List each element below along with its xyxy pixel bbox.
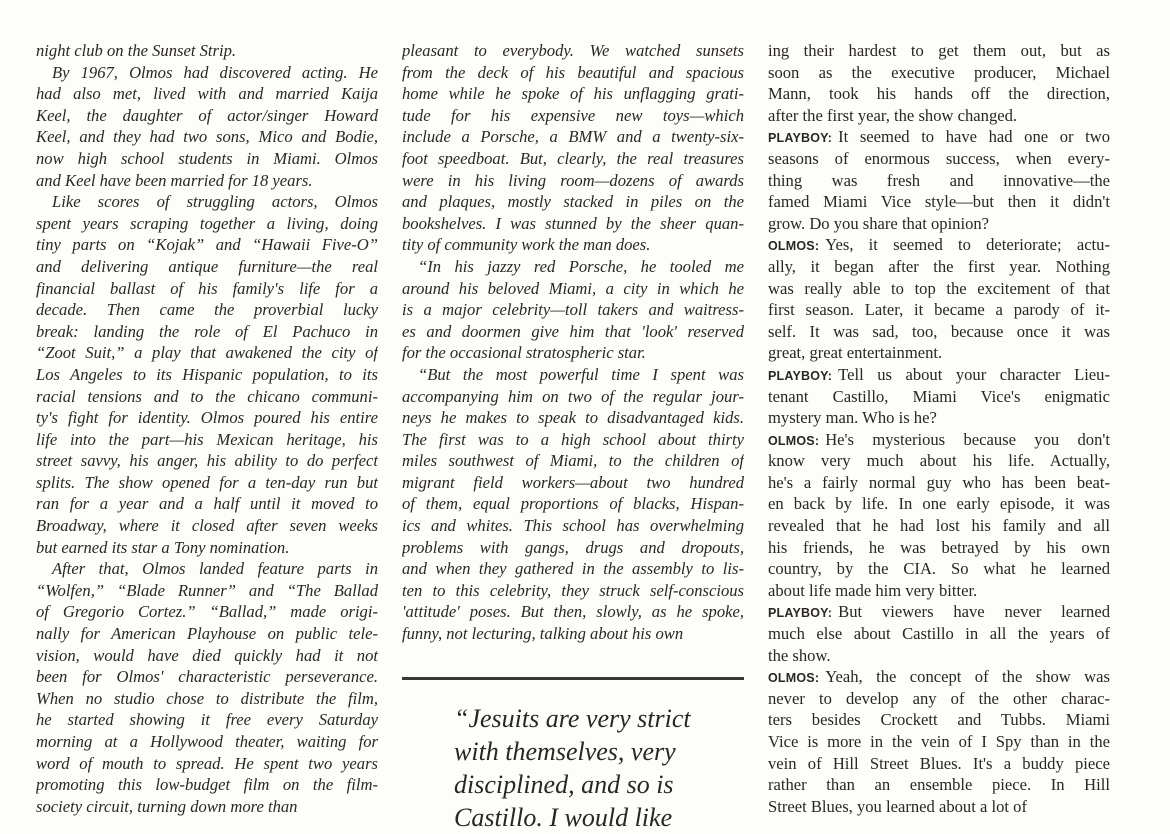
line-text: Yes, it seemed to deteriorate; actu- — [825, 235, 1110, 255]
text-line — [36, 364, 378, 386]
text-line — [768, 321, 1110, 343]
line-text: include a Porsche, a BMW and a twenty-six- — [402, 127, 744, 147]
line-text: After that, Olmos landed feature parts in — [52, 559, 378, 579]
text-line — [402, 601, 744, 623]
text-line — [768, 580, 1110, 602]
text-line — [36, 493, 378, 515]
line-text: night club on the Sunset Strip. — [36, 41, 237, 60]
pullquote-line: Castillo. I would like — [454, 803, 673, 832]
line-text: Yeah, the concept of the show was — [825, 667, 1110, 687]
line-text: Mann, took his hands off the direction, — [768, 84, 1110, 104]
line-text: self. It was sad, too, because once it was — [768, 321, 1110, 341]
text-line — [36, 796, 378, 818]
text-line — [402, 580, 744, 602]
line-text: ten to this celebrity, they struck self-conscious — [402, 580, 744, 600]
line-text: street savvy, his anger, his ability to do perfect — [36, 451, 378, 471]
line-text: es and doormen give him that 'look' reserved — [402, 321, 744, 341]
line-text: ics and whites. This school has overwhelming — [402, 516, 744, 536]
pullquote-rule — [402, 677, 744, 680]
text-line — [402, 234, 744, 256]
text-line — [768, 731, 1110, 753]
line-text: tude for his expensive new toys—which — [402, 105, 744, 125]
line-text: seasons of enormous success, when every- — [768, 148, 1110, 168]
line-text: famed Miami Vice style—but then it didn't — [768, 192, 1110, 212]
text-line — [402, 148, 744, 170]
column-middle — [402, 40, 744, 645]
text-line — [402, 537, 744, 559]
text-line — [768, 105, 1110, 127]
line-text: much else about Castillo in all the years of — [768, 624, 1110, 644]
text-line — [36, 191, 378, 213]
text-line — [36, 472, 378, 494]
line-text: migrant field workers—about two hundred — [402, 472, 744, 492]
text-line — [402, 429, 744, 451]
line-text: revealed that he had lost his family and all — [768, 516, 1110, 536]
line-text: grow. Do you share that opinion? — [768, 213, 990, 233]
text-line — [402, 450, 744, 472]
line-text: is a major celebrity—toll takers and waitress- — [402, 300, 744, 320]
text-line — [402, 256, 744, 278]
text-line — [768, 278, 1110, 300]
text-line — [768, 753, 1110, 775]
line-text: were in his living room—dozens of awards — [402, 170, 744, 190]
text-line — [768, 126, 1110, 148]
line-text: and when they gathered in the assembly to lis- — [402, 559, 744, 579]
text-line — [36, 537, 378, 559]
text-line — [768, 234, 1110, 256]
text-line — [402, 62, 744, 84]
text-line — [36, 515, 378, 537]
line-text: but earned its star a Tony nomination. — [36, 537, 290, 557]
text-line — [768, 386, 1110, 408]
text-line — [402, 213, 744, 235]
line-text: By 1967, Olmos had discovered acting. He — [52, 62, 378, 82]
text-line — [768, 213, 1110, 235]
text-line — [768, 170, 1110, 192]
text-line — [36, 601, 378, 623]
text-line — [768, 688, 1110, 710]
line-text: Tell us about your character Lieu- — [838, 364, 1110, 384]
text-line — [36, 213, 378, 235]
speaker-label: PLAYBOY: — [768, 131, 833, 146]
line-text: It seemed to have had one or two — [838, 127, 1110, 147]
line-text: pleasant to everybody. We watched sunsets — [402, 41, 744, 60]
line-text: ally, it began after the first year. Nothing — [768, 256, 1110, 276]
text-line — [36, 234, 378, 256]
line-text: bookshelves. I was stunned by the sheer quan- — [402, 213, 744, 233]
line-text: rather than an ensemble piece. In Hill — [768, 775, 1110, 795]
text-line — [768, 709, 1110, 731]
text-line — [36, 256, 378, 278]
line-text: “Wolfen,” “Blade Runner” and “The Ballad — [36, 580, 378, 600]
line-text: miles southwest of Miami, to the children of — [402, 451, 744, 471]
line-text: financial ballast of his family's life for a — [36, 278, 378, 298]
text-line — [402, 342, 744, 364]
line-text: ran for a year and a half until it moved to — [36, 494, 378, 514]
line-text: great, great entertainment. — [768, 343, 943, 363]
text-line — [36, 450, 378, 472]
column-right — [768, 40, 1110, 817]
line-text: foot speedboat. But, clearly, the real treasures — [402, 148, 744, 168]
text-line — [402, 170, 744, 192]
line-text: Keel, the daughter of actor/singer Howard — [36, 105, 378, 125]
line-text: life into the part—his Mexican heritage, his — [36, 429, 378, 449]
line-text: and plaques, mostly stacked in piles on the — [402, 192, 744, 212]
text-line — [768, 472, 1110, 494]
line-text: country, by the CIA. So what he learned — [768, 559, 1110, 579]
line-text: Vice is more in the vein of I Spy than in the — [768, 732, 1110, 751]
text-line — [768, 515, 1110, 537]
text-line — [36, 558, 378, 580]
text-line — [402, 386, 744, 408]
text-line — [768, 62, 1110, 84]
text-line — [768, 429, 1110, 451]
line-text: and delivering antique furniture—the real — [36, 256, 378, 276]
text-line — [36, 299, 378, 321]
line-text: “But the most powerful time I spent was — [418, 364, 744, 384]
text-line — [768, 342, 1110, 364]
line-text: home while he spoke of his unflagging grati- — [402, 84, 744, 104]
text-line — [402, 515, 744, 537]
text-line — [36, 753, 378, 775]
pullquote-line: with themselves, very — [454, 737, 676, 766]
text-line — [402, 105, 744, 127]
text-line — [402, 83, 744, 105]
text-line — [36, 666, 378, 688]
line-text: and Keel have been married for 18 years. — [36, 170, 313, 190]
text-line — [402, 126, 744, 148]
text-line — [768, 493, 1110, 515]
line-text: en back by life. In one early episode, it was — [768, 494, 1110, 514]
line-text: he started showing it free every Saturday — [36, 710, 378, 730]
line-text: But viewers have never learned — [838, 602, 1110, 622]
speaker-label: PLAYBOY: — [768, 368, 833, 383]
line-text: mystery man. Who is he? — [768, 408, 937, 428]
text-line — [402, 623, 744, 645]
line-text: now high school students in Miami. Olmos — [36, 148, 378, 168]
line-text: accompanying him on two of the regular jour- — [402, 386, 744, 406]
line-text: for the occasional stratospheric star. — [402, 343, 646, 363]
text-line — [402, 321, 744, 343]
line-text: after the first year, the show changed. — [768, 105, 1018, 125]
text-line — [402, 40, 744, 62]
line-text: break: landing the role of El Pachuco in — [36, 321, 378, 341]
line-text: problems with gangs, drugs and dropouts, — [402, 537, 744, 557]
line-text: funny, not lecturing, talking about his own — [402, 624, 684, 644]
line-text: thing was fresh and innovative—the — [768, 170, 1110, 190]
text-line — [768, 796, 1110, 818]
line-text: never to develop any of the other charac- — [768, 688, 1110, 708]
line-text: When no studio chose to distribute the film, — [36, 688, 378, 708]
line-text: morning at a Hollywood theater, waiting for — [36, 732, 378, 751]
line-text: of them, equal proportions of blacks, Hispan- — [402, 494, 744, 514]
text-line — [36, 148, 378, 170]
line-text: Los Angeles to its Hispanic population, to its — [36, 364, 378, 384]
line-text: Broadway, where it closed after seven weeks — [36, 516, 378, 536]
text-line — [36, 40, 378, 62]
text-line — [768, 40, 1110, 62]
text-line — [36, 623, 378, 645]
line-text: 'attitude' poses. But then, slowly, as he spoke, — [402, 602, 744, 622]
text-line — [36, 580, 378, 602]
text-line — [36, 429, 378, 451]
line-text: was really able to top the excitement of that — [768, 278, 1110, 298]
text-line — [402, 278, 744, 300]
line-text: The first was to a high school about thirty — [402, 429, 744, 449]
text-line — [768, 148, 1110, 170]
text-line — [36, 407, 378, 429]
line-text: around his beloved Miami, a city in which he — [402, 278, 744, 298]
line-text: tenant Castillo, Miami Vice's enigmatic — [768, 386, 1110, 406]
line-text: society circuit, turning down more than — [36, 796, 298, 816]
line-text: the show. — [768, 645, 831, 665]
text-line — [402, 364, 744, 386]
text-line — [768, 601, 1110, 623]
text-line — [402, 407, 744, 429]
line-text: know very much about his life. Actually, — [768, 451, 1110, 471]
line-text: ing their hardest to get them out, but as — [768, 41, 1110, 60]
text-line — [36, 645, 378, 667]
text-line — [768, 450, 1110, 472]
line-text: soon as the executive producer, Michael — [768, 62, 1110, 82]
text-line — [402, 493, 744, 515]
pullquote-line: disciplined, and so is — [454, 770, 674, 799]
line-text: He's mysterious because you don't — [825, 429, 1110, 449]
speaker-label: OLMOS: — [768, 239, 820, 254]
line-text: “In his jazzy red Porsche, he tooled me — [418, 256, 744, 276]
text-line — [768, 623, 1110, 645]
line-text: Street Blues, you learned about a lot of — [768, 796, 1027, 816]
line-text: Like scores of struggling actors, Olmos — [52, 192, 378, 212]
line-text: about life made him very bitter. — [768, 580, 978, 600]
line-text: of Gregorio Cortez.” “Ballad,” made origi- — [36, 602, 378, 622]
text-line — [36, 731, 378, 753]
line-text: vein of Hill Street Blues. It's a buddy piece — [768, 753, 1110, 773]
text-line — [36, 126, 378, 148]
text-line — [36, 688, 378, 710]
text-line — [768, 256, 1110, 278]
line-text: vision, would have died quickly had it not — [36, 645, 378, 665]
line-text: tity of community work the man does. — [402, 235, 651, 255]
text-line — [36, 774, 378, 796]
line-text: Keel, and they had two sons, Mico and Bodie, — [36, 127, 378, 147]
line-text: “Zoot Suit,” a play that awakened the city of — [36, 343, 378, 363]
pull-quote — [454, 702, 754, 834]
text-line — [402, 191, 744, 213]
line-text: he's a fairly normal guy who has been beat- — [768, 472, 1110, 492]
line-text: tiny parts on “Kojak” and “Hawaii Five-O” — [36, 235, 378, 255]
speaker-label: OLMOS: — [768, 671, 820, 686]
text-line — [768, 364, 1110, 386]
text-line — [402, 472, 744, 494]
text-line — [768, 191, 1110, 213]
text-line — [768, 299, 1110, 321]
line-text: his friends, he was betrayed by his own — [768, 537, 1110, 557]
text-line — [36, 278, 378, 300]
line-text: had also met, lived with and married Kaija — [36, 84, 378, 104]
text-line — [768, 537, 1110, 559]
line-text: nally for American Playhouse on public tele- — [36, 624, 378, 644]
speaker-label: OLMOS: — [768, 433, 820, 448]
text-line — [36, 342, 378, 364]
text-line — [36, 709, 378, 731]
pullquote-line: “Jesuits are very strict — [454, 704, 691, 733]
line-text: racial tensions and to the chicano communi- — [36, 386, 378, 406]
text-line — [36, 386, 378, 408]
text-line — [768, 666, 1110, 688]
line-text: ty's fight for identity. Olmos poured his entire — [36, 408, 378, 428]
text-line — [402, 299, 744, 321]
text-line — [402, 558, 744, 580]
column-left — [36, 40, 378, 817]
line-text: decade. Then came the proverbial lucky — [36, 300, 378, 320]
text-line — [768, 645, 1110, 667]
text-line — [36, 170, 378, 192]
speaker-label: PLAYBOY: — [768, 606, 833, 621]
text-line — [768, 407, 1110, 429]
text-line — [768, 83, 1110, 105]
line-text: neys he makes to speak to disadvantaged kids. — [402, 408, 744, 428]
text-line — [36, 62, 378, 84]
line-text: ters besides Crockett and Tubbs. Miami — [768, 710, 1110, 730]
line-text: been for Olmos' characteristic perseverance. — [36, 667, 378, 687]
line-text: splits. The show opened for a ten-day run but — [36, 472, 378, 492]
line-text: from the deck of his beautiful and spacious — [402, 62, 744, 82]
text-line — [36, 105, 378, 127]
line-text: spent years scraping together a living, doing — [36, 213, 378, 233]
text-line — [768, 774, 1110, 796]
text-line — [768, 558, 1110, 580]
line-text: first season. Later, it became a parody of it- — [768, 300, 1110, 320]
line-text: promoting this low-budget film on the film- — [36, 775, 378, 795]
line-text: word of mouth to spread. He spent two years — [36, 753, 378, 773]
text-line — [36, 321, 378, 343]
text-line — [36, 83, 378, 105]
